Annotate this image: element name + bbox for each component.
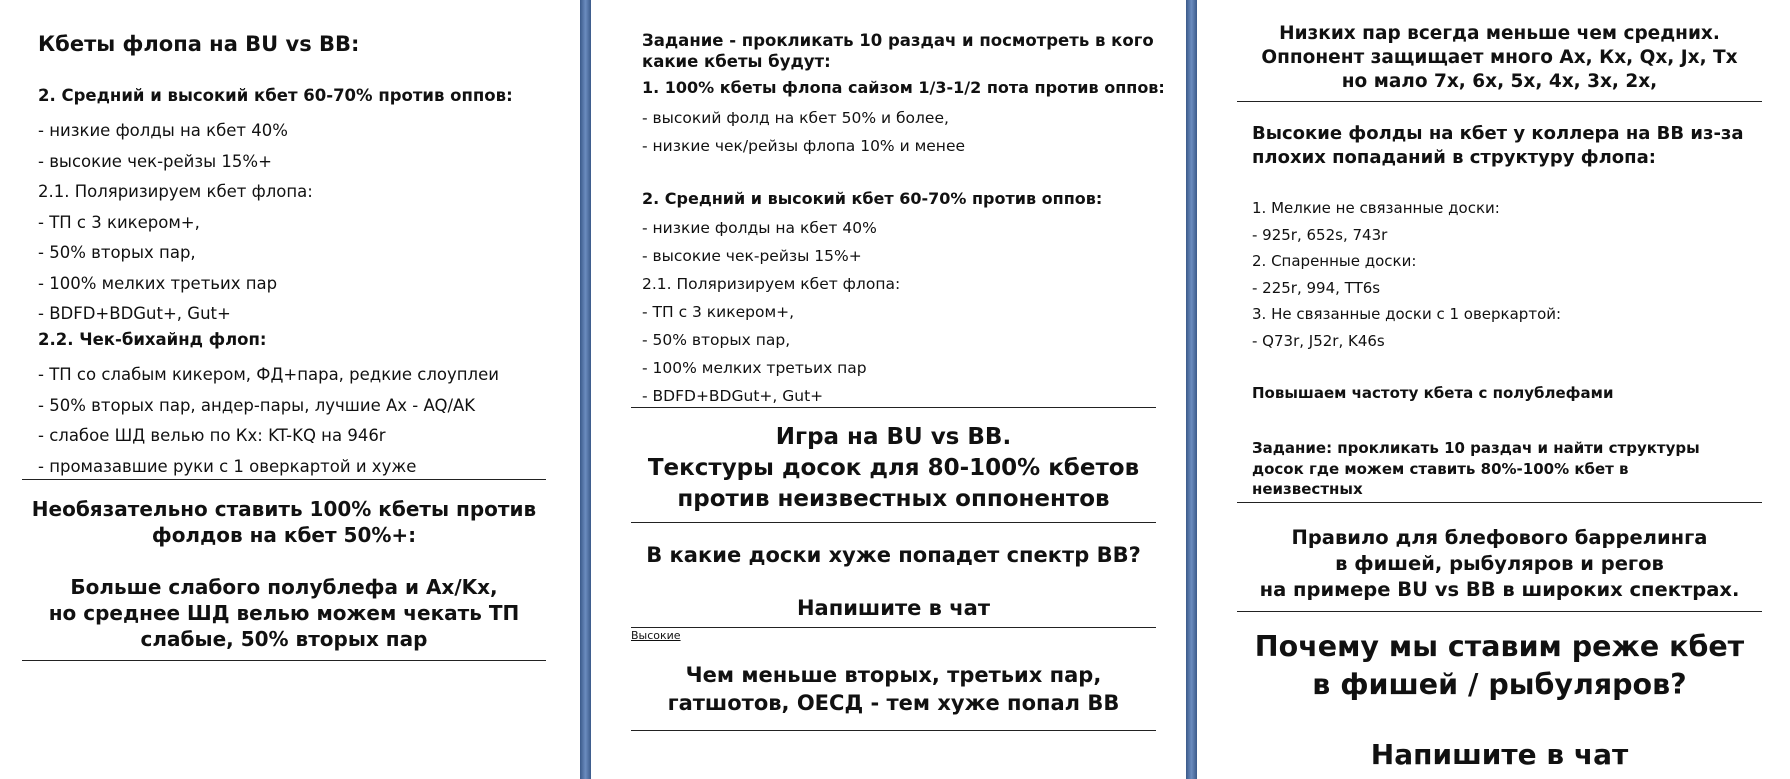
list-item: 2.1. Поляризируем кбет флопа: [38, 182, 313, 201]
question-line: Почему мы ставим реже кбет [1254, 630, 1745, 663]
divider [1237, 502, 1762, 503]
divider [1237, 611, 1762, 612]
task-line: Задание - прокликать 10 раздач и посмотреть в кого [642, 31, 1154, 50]
list-item: - 50% вторых пар, андер-пары, лучшие Ах - AQ/AK [38, 395, 476, 415]
task-text [1252, 438, 1700, 500]
section-title-line: Игра на BU vs BB. [775, 424, 1012, 450]
section-heading [1252, 122, 1744, 170]
task-line: неизвестных [1252, 480, 1363, 498]
conclusion-text [631, 661, 1156, 717]
list-item: 2.1. Поляризируем кбет флопа: [642, 275, 901, 293]
list-item: - 100% мелких третьих пар [642, 359, 867, 377]
divider [631, 627, 1156, 628]
task-text [642, 30, 1154, 72]
chat-prompt: Напишите в чат [796, 596, 991, 620]
list-item: - низкие фолды на кбет 40% [38, 121, 288, 140]
chat-prompt: Напишите в чат [1370, 738, 1629, 771]
list-item: - BDFD+BDGut+, Gut+ [38, 304, 231, 323]
divider [631, 730, 1156, 731]
list-item: - ТП с 3 кикером+, [38, 212, 200, 232]
page-column-1 [0, 0, 580, 779]
link-high[interactable]: Высокие [631, 629, 681, 642]
list-item: - ТП с 3 кикером+, [642, 303, 795, 321]
conclusion-line: Чем меньше вторых, третьих пар, [685, 663, 1102, 687]
gutter-right [1186, 0, 1197, 779]
question-line: в фишей / рыбуляров? [1312, 668, 1687, 701]
list-item: - BDFD+BDGut+, Gut+ [642, 387, 824, 405]
list-item: - низкие чек/рейзы флопа 10% и менее [642, 137, 966, 155]
list-item: - Q73r, J52r, K46s [1252, 331, 1385, 350]
divider [22, 660, 546, 661]
list-item: - слабое ШД велью по Кх: KT-KQ на 946r [38, 426, 386, 445]
task-line: какие кбеты будут: [642, 52, 831, 71]
semi-bluff-note: Повышаем частоту кбета с полублефами [1252, 384, 1614, 402]
section-heading: 2. Средний и высокий кбет 60-70% против оппов: [38, 86, 513, 105]
intro-line: Оппонент защищает много Ах, Кх, Qx, Jx, Tx [1261, 47, 1738, 68]
bullet-list-2 [38, 360, 499, 482]
task-line: Задание: прокликать 10 раздач и найти структуры [1252, 439, 1700, 457]
list-item: - 225r, 994, TT6s [1252, 278, 1381, 297]
list-item: - 100% мелких третьих пар [38, 273, 278, 293]
callout-title [22, 496, 546, 548]
list-item: - 50% вторых пар, [642, 331, 791, 349]
section-heading: 1. 100% кбеты флопа сайзом 1/3-1/2 пота против оппов: [642, 78, 1165, 97]
list-item: 3. Не связанные доски с 1 оверкартой: [1252, 305, 1562, 323]
bullet-list [642, 104, 965, 160]
section-title [631, 422, 1156, 515]
list-item: - 50% вторых пар, [38, 243, 196, 262]
question-text: В какие доски хуже попадет спектр BB? [646, 543, 1141, 567]
section-title-line: против неизвестных оппонентов [677, 486, 1110, 512]
gutter-left [580, 0, 591, 779]
intro-line: Низких пар всегда меньше чем средних. [1279, 23, 1720, 44]
rule-line: в фишей, рыбуляров и регов [1335, 552, 1664, 575]
task-line: досок где можем ставить 80%-100% кбет в [1252, 459, 1629, 478]
rule-text [1237, 525, 1762, 603]
section-title-line: Текстуры досок для 80-100% кбетов [647, 455, 1140, 481]
section-heading-line: плохих попаданий в структуру флопа: [1252, 147, 1656, 168]
callout-body-line: Больше слабого полублефа и Ax/Kx, [70, 575, 498, 599]
callout-body [22, 574, 546, 652]
section-heading: 2. Средний и высокий кбет 60-70% против оппов: [642, 189, 1103, 208]
subheading: 2.2. Чек-бихайнд флоп: [38, 330, 267, 349]
page-title: Кбеты флопа на BU vs BB: [38, 32, 360, 56]
list-item: - промазавшие руки с 1 оверкартой и хуже [38, 456, 417, 476]
board-list [1252, 195, 1561, 354]
question-text [1237, 628, 1762, 704]
divider [631, 522, 1156, 523]
list-item: 1. Мелкие не связанные доски: [1252, 199, 1500, 217]
bullet-list-2 [642, 214, 900, 410]
list-item: 2. Спаренные доски: [1252, 252, 1417, 270]
list-item: - высокие чек-рейзы 15%+ [38, 151, 272, 171]
intro-text [1237, 22, 1762, 94]
page-column-2 [591, 0, 1186, 779]
callout-title-line: Необязательно ставить 100% кбеты против [31, 497, 537, 521]
rule-line: Правило для блефового баррелинга [1291, 526, 1708, 549]
list-item: - ТП со слабым кикером, ФД+пара, редкие слоуплеи [38, 365, 499, 384]
divider [22, 479, 546, 480]
divider [1237, 101, 1762, 102]
list-item: - 925r, 652s, 743r [1252, 225, 1388, 244]
rule-line: на примере BU vs BB в широких спектрах. [1259, 578, 1740, 601]
bullet-list [38, 116, 313, 330]
list-item: - высокий фолд на кбет 50% и более, [642, 109, 949, 127]
page-column-3 [1197, 0, 1790, 779]
section-heading-line: Высокие фолды на кбет у коллера на BB из-за [1252, 123, 1744, 144]
intro-line: но мало 7х, 6х, 5х, 4х, 3х, 2х, [1341, 71, 1658, 92]
conclusion-line: гатшотов, ОЕСД - тем хуже попал BB [667, 691, 1120, 715]
divider [631, 407, 1156, 408]
list-item: - высокие чек-рейзы 15%+ [642, 247, 862, 265]
list-item: - низкие фолды на кбет 40% [642, 219, 877, 237]
callout-title-line: фолдов на кбет 50%+: [151, 523, 417, 547]
callout-body-line: слабые, 50% вторых пар [140, 627, 428, 651]
callout-body-line: но среднее ШД велью можем чекать ТП [48, 601, 520, 625]
